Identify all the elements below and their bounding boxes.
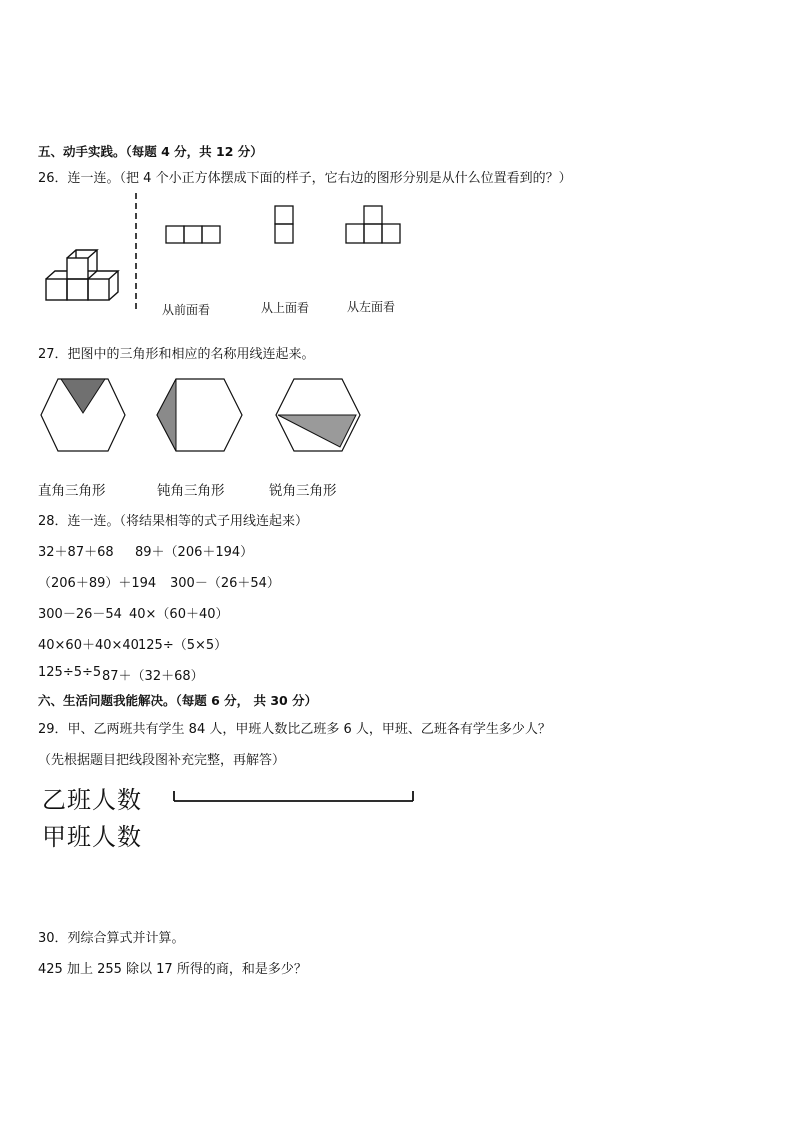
front-view-figure bbox=[165, 225, 221, 245]
hexagon-figure-1 bbox=[38, 377, 128, 453]
label-obtuse-triangle: 钝角三角形 bbox=[157, 483, 225, 499]
hexagon-figure-3 bbox=[273, 377, 365, 453]
cube-stack-figure bbox=[40, 240, 130, 305]
question-26-text: 26．连一连。（把 4 个小正方体摆成下面的样子，它右边的图形分别是从什么位置看到的？） bbox=[38, 171, 572, 186]
question-28-text: 28．连一连。（将结果相等的式子用线连起来） bbox=[38, 514, 309, 529]
question-27-text: 27．把图中的三角形和相应的名称用线连起来。 bbox=[38, 347, 315, 362]
class-a-label: 甲班人数 bbox=[42, 823, 142, 851]
question-29-note: （先根据题目把线段图补充完整，再解答） bbox=[38, 753, 286, 768]
left-view-figure bbox=[345, 205, 403, 245]
view-label-top: 从上面看 bbox=[261, 301, 310, 315]
view-label-left: 从左面看 bbox=[347, 300, 396, 314]
section-6-heading: 六、生活问题我能解决。（每题 6 分， 共 30 分） bbox=[38, 693, 318, 708]
expr-left-5: 125÷5÷5 bbox=[38, 665, 102, 680]
view-label-front: 从前面看 bbox=[162, 303, 211, 317]
question-30-problem: 425 加上 255 除以 17 所得的商，和是多少？ bbox=[38, 962, 307, 977]
expr-right-1: 89＋（206＋194） bbox=[135, 545, 254, 560]
label-right-triangle: 直角三角形 bbox=[38, 483, 106, 499]
top-view-figure bbox=[274, 205, 296, 245]
dashed-divider bbox=[133, 193, 139, 310]
expr-right-3: 40×（60＋40） bbox=[129, 607, 229, 622]
expr-left-4: 40×60＋40×40 bbox=[38, 638, 139, 653]
question-30-text: 30．列综合算式并计算。 bbox=[38, 931, 185, 946]
expr-right-4: 125÷（5×5） bbox=[138, 638, 228, 653]
class-b-label: 乙班人数 bbox=[42, 786, 142, 814]
hexagon-figure-2 bbox=[154, 377, 246, 453]
label-acute-triangle: 锐角三角形 bbox=[269, 483, 337, 499]
expr-left-3: 300－26－54 bbox=[38, 607, 122, 622]
expr-right-2: 300－（26＋54） bbox=[170, 576, 280, 591]
class-b-segment bbox=[173, 790, 415, 804]
question-29-text: 29．甲、乙两班共有学生 84 人，甲班人数比乙班多 6 人，甲班、乙班各有学生多少人？ bbox=[38, 722, 551, 737]
section-5-heading: 五、动手实践。（每题 4 分，共 12 分） bbox=[38, 144, 263, 159]
expr-left-1: 32＋87＋68 bbox=[38, 545, 114, 560]
expr-left-2: （206＋89）＋194 bbox=[38, 576, 157, 591]
expr-right-5: 87＋（32＋68） bbox=[102, 669, 204, 684]
